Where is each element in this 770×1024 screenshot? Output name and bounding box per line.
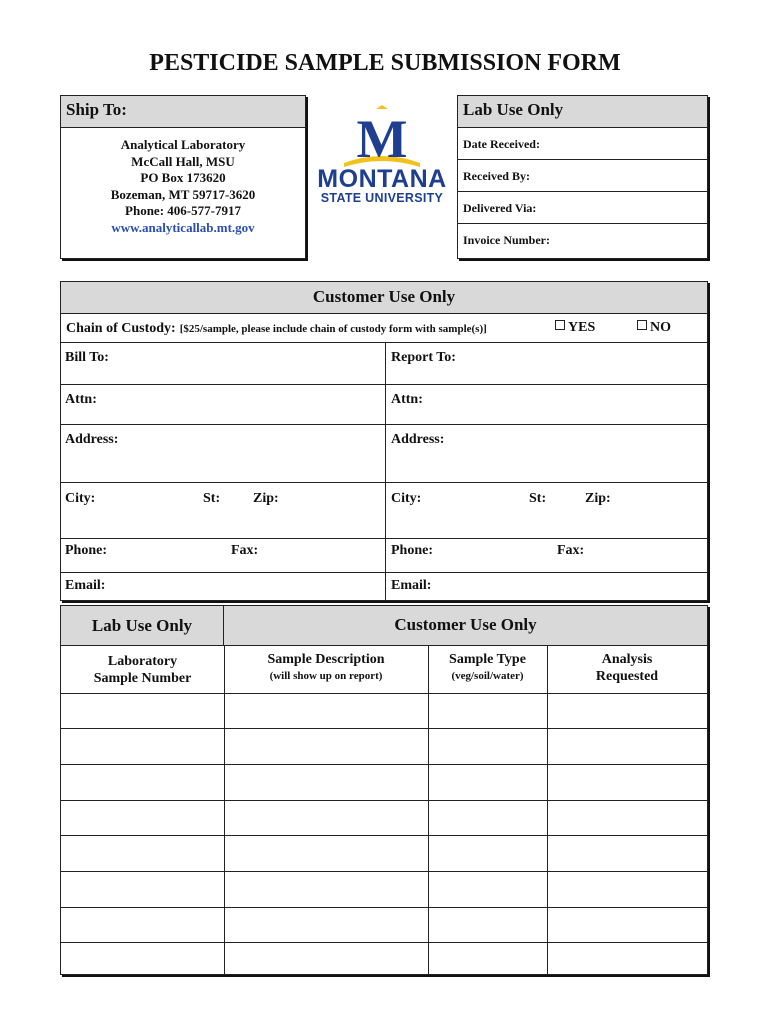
invoice-number-field[interactable]: Invoice Number: [463,233,550,247]
bill-zip-field[interactable]: Zip: [253,491,279,506]
col-sample-description [224,651,428,685]
bill-city-field[interactable]: City: [65,491,96,506]
sample-customer-use-header [224,606,707,646]
table-row[interactable] [61,943,707,974]
montana-m-emblem-icon [312,105,452,167]
form-title: PESTICIDE SAMPLE SUBMISSION FORM [149,50,621,76]
logo-letter: M [356,109,408,167]
table-row[interactable] [61,872,707,907]
report-phone-field[interactable]: Phone: [391,543,433,558]
col-desc-line-2: (will show up on report) [269,670,383,682]
sample-lab-use-header [61,606,224,646]
ship-to-line: Bozeman, MT 59717-3620 [110,186,256,202]
col-lab-line-2: Sample Number [93,671,192,686]
lab-website-link[interactable]: www.analyticallab.mt.gov [111,219,255,235]
table-row[interactable] [61,801,707,835]
ship-to-line: Analytical Laboratory [120,137,246,152]
report-to-field[interactable]: Report To: [391,350,456,365]
lab-use-box [457,95,708,259]
logo-subtitle: STATE UNIVERSITY [320,191,444,205]
chain-yes-checkbox[interactable] [555,320,595,336]
table-row[interactable] [61,729,707,764]
col-analysis-line-2: Requested [595,669,659,684]
delivered-via-field[interactable]: Delivered Via: [463,201,537,215]
report-address-field[interactable]: Address: [391,432,445,447]
lab-use-header [458,96,707,128]
sample-customer-use-header-label: Customer Use Only [394,615,537,634]
customer-use-header [61,282,707,314]
bill-email-field[interactable]: Email: [65,578,106,593]
chain-of-custody-note: [$25/sample, please include chain of custody form with sample(s)] [179,323,487,335]
bill-phone-field[interactable]: Phone: [65,543,107,558]
sample-table [60,605,708,975]
col-type-line-1: Sample Type [449,652,526,667]
chain-of-custody-label: Chain of Custody: [66,321,176,336]
chain-of-custody-row [66,319,707,337]
report-attn-field[interactable]: Attn: [391,392,423,407]
ship-to-line: McCall Hall, MSU [131,153,235,169]
col-sample-type [428,651,547,685]
col-desc-line-1: Sample Description [267,652,385,667]
ship-to-header [61,96,305,128]
bill-attn-field[interactable]: Attn: [65,392,97,407]
customer-info-section [60,281,708,601]
col-analysis-line-1: Analysis [601,652,653,667]
chain-no-checkbox[interactable] [637,320,671,336]
received-by-field[interactable]: Received By: [463,169,530,183]
sample-lab-use-header-label: Lab Use Only [91,616,193,635]
col-type-line-2: (veg/soil/water) [451,670,524,682]
ship-to-address [61,137,305,236]
msu-logo [312,105,452,209]
col-lab-line-1: Laboratory [107,654,178,669]
customer-use-header-label: Customer Use Only [312,287,456,306]
report-fax-field[interactable]: Fax: [557,543,585,558]
lab-use-header-label: Lab Use Only [463,100,564,119]
bill-to-field[interactable]: Bill To: [65,350,109,365]
checkbox-icon [555,320,565,330]
table-row[interactable] [61,908,707,942]
report-city-field[interactable]: City: [391,491,422,506]
col-lab-sample-number [61,653,224,687]
bill-address-field[interactable]: Address: [65,432,119,447]
col-analysis-requested [547,651,707,685]
report-state-field[interactable]: St: [529,491,547,506]
checkbox-icon [637,320,647,330]
ship-to-box [60,95,306,259]
bill-fax-field[interactable]: Fax: [231,543,259,558]
ship-to-line: Phone: 406-577-7917 [125,203,241,218]
table-row[interactable] [61,694,707,728]
yes-label: YES [568,320,596,335]
date-received-field[interactable]: Date Received: [463,137,540,151]
report-email-field[interactable]: Email: [391,578,432,593]
table-row[interactable] [61,765,707,800]
bill-state-field[interactable]: St: [203,491,221,506]
report-zip-field[interactable]: Zip: [585,491,611,506]
no-label: NO [650,320,671,335]
logo-name: MONTANA [317,165,447,193]
table-row[interactable] [61,836,707,871]
ship-to-header-label: Ship To: [66,100,127,119]
ship-to-line: PO Box 173620 [140,170,226,185]
